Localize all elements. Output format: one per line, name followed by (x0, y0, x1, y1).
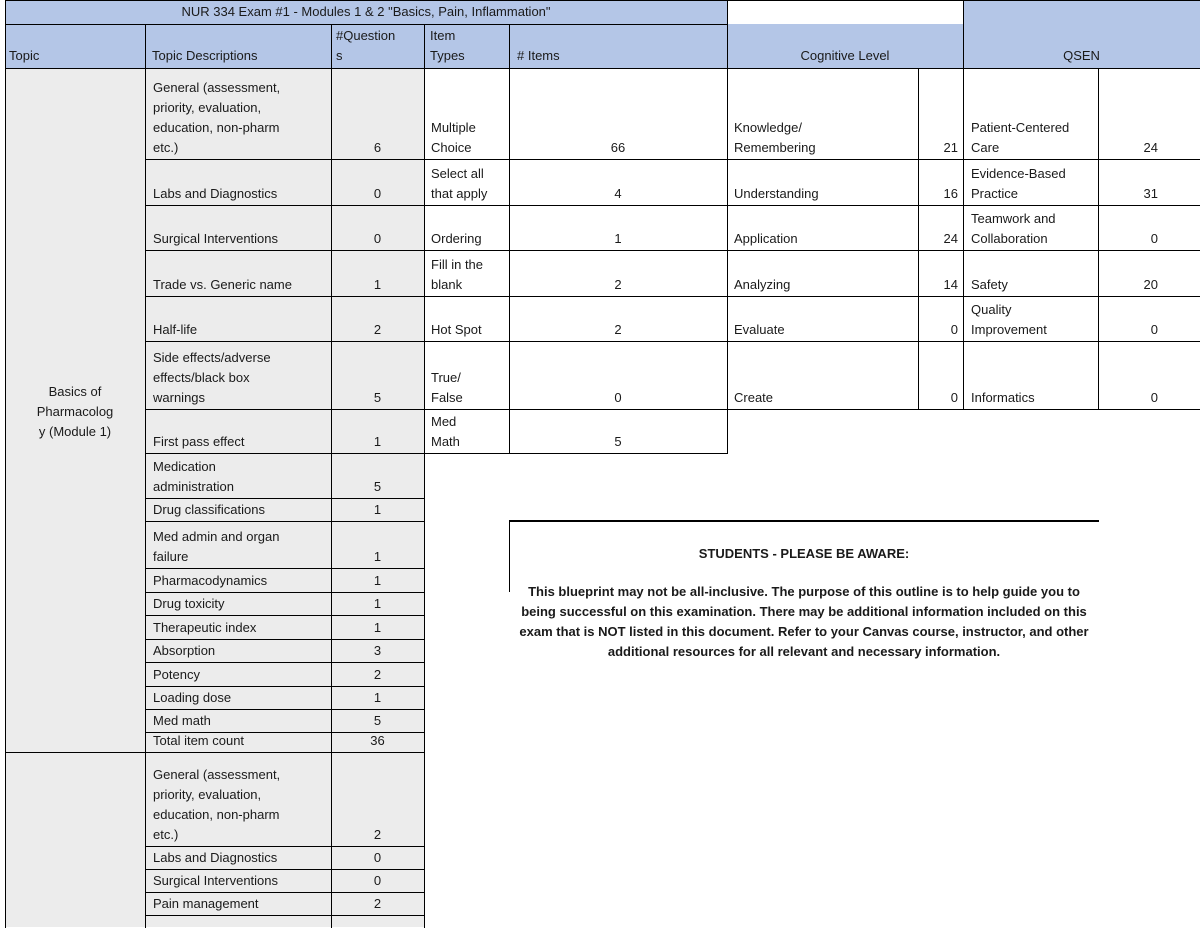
module1-topic-desc: Pharmacodynamics (153, 573, 268, 588)
module1-question-count: 5 (373, 479, 382, 494)
item-type-count: 5 (614, 434, 622, 449)
qsen-category-count: 0 (1150, 322, 1158, 337)
module1-topic-desc: Drug classifications (153, 502, 265, 517)
cognitive-level-label: Evaluate (734, 322, 785, 337)
grid-line (424, 296, 728, 297)
qsen-category-count: 31 (1143, 186, 1158, 201)
module1-topic-desc: Loading dose (153, 690, 232, 705)
module1-question-count: 2 (373, 322, 382, 337)
item-type-label: Select all that apply (431, 166, 488, 201)
module1-question-count: 1 (373, 277, 382, 292)
module1-topic-desc: Med math (153, 713, 211, 728)
notice-top-border (509, 520, 1099, 522)
module1-topic-desc: Half-life (153, 322, 198, 337)
item-type-count: 66 (610, 140, 626, 155)
grid-line (145, 615, 425, 616)
header-bottom-line (5, 68, 1200, 69)
module1-topic-desc: Potency (153, 667, 200, 682)
header-top-line (5, 0, 1200, 1)
qsen-category-count: 0 (1150, 231, 1158, 246)
module1-topic-desc: Drug toxicity (153, 596, 225, 611)
module1-topic-desc: General (assessment, priority, evaluation, education, non-pharm etc.) (153, 80, 281, 155)
grid-line (145, 296, 425, 297)
module1-topic-desc: First pass effect (153, 434, 245, 449)
grid-line (145, 521, 425, 522)
grid-line (727, 159, 1200, 160)
item-type-label: Fill in the blank (431, 257, 484, 292)
qsen-category-count: 20 (1143, 277, 1158, 292)
item-type-count: 4 (614, 186, 622, 201)
grid-line (727, 205, 1200, 206)
item-type-label: Med Math (431, 414, 460, 449)
header-topic-descriptions: Topic Descriptions (152, 48, 258, 63)
item-type-count: 0 (614, 390, 622, 405)
module1-topic-desc: Trade vs. Generic name (153, 277, 292, 292)
module1-topic-desc: Total item count (153, 733, 245, 748)
cognitive-level-label: Application (734, 231, 798, 246)
header-num-questions: #Question s (336, 28, 396, 63)
grid-line (145, 250, 425, 251)
sheet-title: NUR 334 Exam #1 - Modules 1 & 2 "Basics, Pain, Inflammation" (181, 4, 551, 19)
grid-line (424, 409, 728, 410)
module1-question-count: 1 (373, 620, 382, 635)
grid-line (727, 250, 1200, 251)
grid-line (145, 869, 425, 870)
module1-topic-desc: Surgical Interventions (153, 231, 279, 246)
grid-line (424, 341, 728, 342)
module2-topic-desc: Labs and Diagnostics (153, 850, 278, 865)
grid-line (145, 341, 425, 342)
cognitive-level-count: 0 (950, 322, 958, 337)
module1-question-count: 1 (373, 690, 382, 705)
cognitive-level-count: 24 (943, 231, 958, 246)
module1-question-count: 3 (373, 643, 382, 658)
module1-question-count: 2 (373, 667, 382, 682)
grid-line (727, 296, 1200, 297)
grid-line (145, 453, 425, 454)
module1-topic-label: Basics of Pharmacolog y (Module 1) (36, 384, 114, 439)
module1-question-count: 1 (373, 502, 382, 517)
module2-topic-desc: General (assessment, priority, evaluation, education, non-pharm etc.) (153, 767, 281, 842)
cognitive-level-label: Create (734, 390, 774, 405)
grid-line (145, 409, 425, 410)
cognitive-level-count: 14 (943, 277, 958, 292)
title-bottom-line (5, 24, 728, 25)
module1-topic-desc: Medication administration (153, 459, 234, 494)
grid-line (145, 709, 425, 710)
cognitive-level-label: Knowledge/ Remembering (734, 120, 816, 155)
grid-line (145, 846, 425, 847)
item-type-label: Hot Spot (431, 322, 482, 337)
grid-line (145, 639, 425, 640)
module2-question-count: 0 (373, 850, 382, 865)
module1-topic-desc: Labs and Diagnostics (153, 186, 278, 201)
notice-body: This blueprint may not be all-inclusive. The purpose of this outline is to help guide you to being successful on this examination. There may be additional information included on this exam that is NOT listed in this document. Refer to your Canvas course, instructor, and other additional resources for all relevant and necessary information. (519, 584, 1089, 659)
grid-line (145, 915, 425, 916)
module-divider (5, 752, 425, 753)
item-type-label: True/ False (431, 370, 463, 405)
qsen-category-count: 0 (1150, 390, 1158, 405)
module1-question-count: 0 (373, 231, 382, 246)
cognitive-level-label: Analyzing (734, 277, 791, 292)
grid-line (145, 662, 425, 663)
header-item-types: Item Types (430, 28, 465, 63)
grid-line (145, 498, 425, 499)
qsen-category-label: Patient-Centered Care (971, 120, 1070, 155)
module1-question-count: 6 (373, 140, 382, 155)
grid-line (145, 159, 425, 160)
module1-question-count: 1 (373, 549, 382, 564)
module1-question-count: 36 (370, 733, 385, 748)
notice-title: STUDENTS - PLEASE BE AWARE: (698, 546, 910, 561)
grid-line (145, 568, 425, 569)
header-qsen: QSEN (1063, 48, 1100, 63)
module2-topic-desc: Surgical Interventions (153, 873, 279, 888)
cognitive-level-label: Understanding (734, 186, 819, 201)
grid-line (424, 205, 728, 206)
cognitive-level-count: 16 (943, 186, 958, 201)
qsen-category-label: Evidence-Based Practice (971, 166, 1066, 201)
qsen-category-count: 24 (1143, 140, 1158, 155)
item-type-label: Multiple Choice (431, 120, 476, 155)
module1-question-count: 5 (373, 713, 382, 728)
module1-question-count: 0 (373, 186, 382, 201)
grid-line (145, 892, 425, 893)
grid-line (424, 159, 728, 160)
header-num-items: # Items (517, 48, 560, 63)
module1-question-count: 5 (373, 390, 382, 405)
grid-line (424, 453, 728, 454)
cognitive-level-count: 0 (950, 390, 958, 405)
left-border (5, 0, 6, 928)
grid-line (727, 341, 1200, 342)
module1-topic-desc: Absorption (153, 643, 216, 658)
item-type-count: 2 (614, 322, 622, 337)
module1-topic-desc: Med admin and organ failure (153, 529, 280, 564)
module2-question-count: 2 (373, 827, 382, 842)
qsen-category-label: Quality Improvement (971, 302, 1047, 337)
grid-line (145, 592, 425, 593)
module1-topic-desc: Side effects/adverse effects/black box warnings (153, 350, 271, 405)
qsen-category-label: Teamwork and Collaboration (971, 211, 1056, 246)
grid-line (145, 205, 425, 206)
cognitive-level-count: 21 (943, 140, 958, 155)
item-type-label: Ordering (431, 231, 482, 246)
module1-question-count: 1 (373, 573, 382, 588)
module1-question-count: 1 (373, 596, 382, 611)
qsen-category-label: Informatics (971, 390, 1035, 405)
grid-line (727, 409, 1200, 410)
grid-line (145, 686, 425, 687)
cognitive-left-border (727, 0, 728, 454)
item-type-count: 2 (614, 277, 622, 292)
grid-line (424, 250, 728, 251)
module2-question-count: 0 (373, 873, 382, 888)
module1-question-count: 1 (373, 434, 382, 449)
topic-column (5, 68, 145, 927)
header-cognitive-level: Cognitive Level (800, 48, 890, 63)
module2-question-count: 2 (373, 896, 382, 911)
header-topic: Topic (9, 48, 40, 63)
module2-topic-desc: Pain management (153, 896, 259, 911)
item-type-count: 1 (614, 231, 622, 246)
module1-topic-desc: Therapeutic index (153, 620, 257, 635)
qsen-category-label: Safety (971, 277, 1008, 292)
